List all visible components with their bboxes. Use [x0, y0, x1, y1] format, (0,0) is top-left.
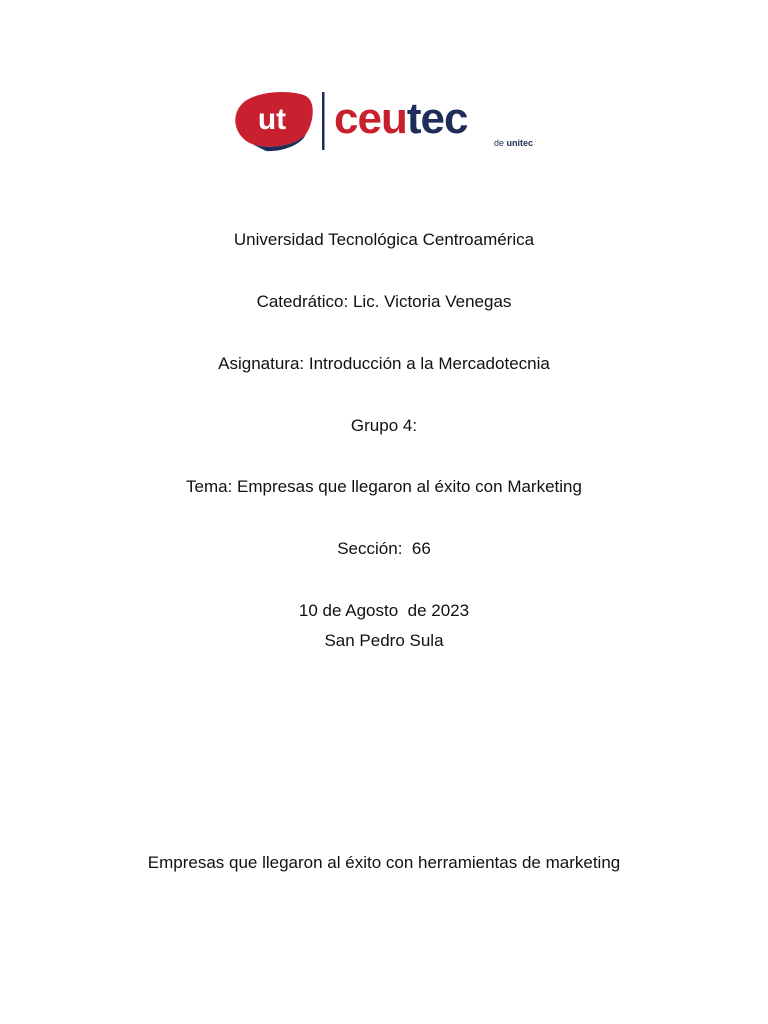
tagline-prefix: de: [493, 138, 504, 148]
ceutec-wordmark: [334, 94, 468, 143]
city-line: San Pedro Sula: [324, 631, 444, 650]
section-line: Sección: 66: [337, 539, 431, 558]
topic-line: Tema: Empresas que llegaron al éxito con Marketing: [186, 477, 582, 496]
group-line: Grupo 4:: [350, 416, 418, 435]
professor-line: Catedrático: Lic. Victoria Venegas: [256, 292, 512, 311]
document-heading: Empresas que llegaron al éxito con herramientas de marketing: [147, 853, 621, 872]
date-line: 10 de Agosto de 2023: [298, 601, 470, 620]
ceutec-logo: [228, 88, 540, 154]
wordmark-red-part: ceu: [334, 94, 407, 143]
ceutec-emblem-text: ut: [257, 103, 287, 136]
logo-divider: [322, 92, 325, 150]
wordmark-navy-part: tec: [406, 94, 468, 143]
university-name: Universidad Tecnológica Centroamérica: [233, 230, 535, 249]
tagline-brand: unitec: [506, 138, 533, 148]
subject-line: Asignatura: Introducción a la Mercadotecnia: [218, 354, 550, 373]
ceutec-tagline: [494, 138, 533, 148]
